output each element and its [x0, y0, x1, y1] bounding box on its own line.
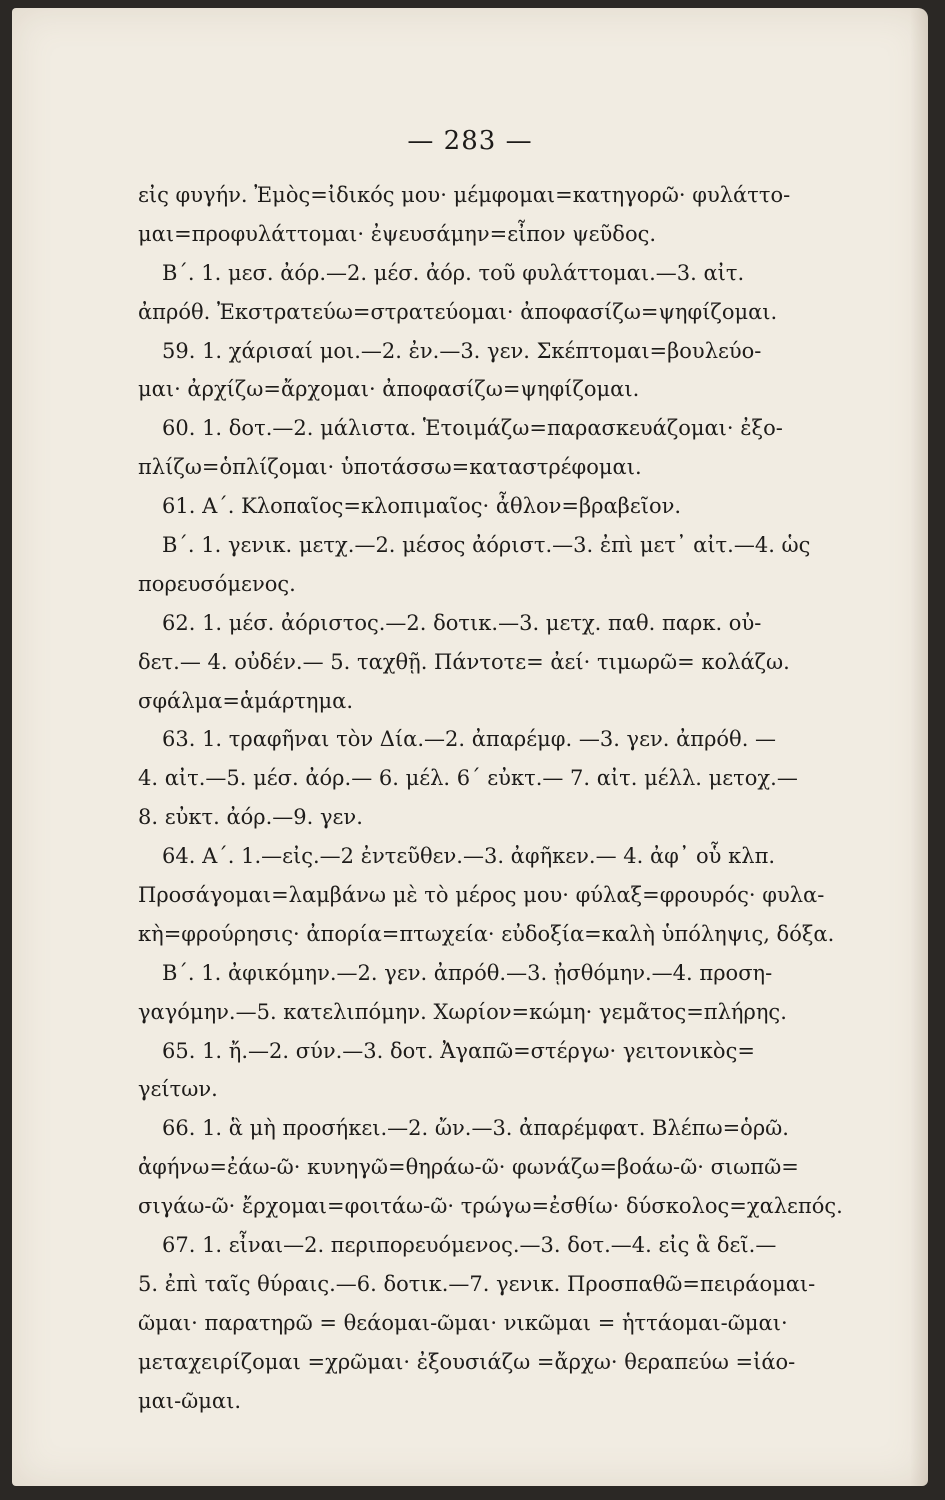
text-line: ἀπρόθ. Ἐκστρατεύω=στρατεύομαι· ἀποφασίζω=ψηφίζομαι.	[138, 299, 778, 324]
text-line: 60. 1. δοτ.—2. μάλιστα. Ἑτοιμάζω=παρασκευάζομαι· ἐξο-	[162, 416, 783, 441]
text-line: γείτων.	[138, 1077, 218, 1102]
text-line: δετ.— 4. οὐδέν.— 5. ταχθῇ. Πάντοτε= ἀεί· τιμωρῶ= κολάζω.	[138, 649, 790, 674]
text-line: γαγόμην.—5. κατελιπόμην. Χωρίον=κώμη· γεμᾶτος=πλήρης.	[138, 999, 787, 1024]
text-line: 5. ἐπὶ ταῖς θύραις.—6. δοτικ.—7. γενικ. Προσπαθῶ=πειράομαι-	[138, 1271, 816, 1296]
page-number: — 283 —	[407, 126, 533, 156]
text-line: ῶμαι· παρατηρῶ = θεάομαι-ῶμαι· νικῶμαι = ἡττάομαι-ῶμαι·	[138, 1310, 788, 1335]
text-line: σφάλμα=ἁμάρτημα.	[138, 688, 354, 713]
text-line: πλίζω=ὁπλίζομαι· ὑποτάσσω=καταστρέφομαι.	[138, 455, 642, 480]
text-line: Β΄. 1. γενικ. μετχ.—2. μέσος ἀόριστ.—3. ἐπὶ μετ᾽ αἰτ.—4. ὡς	[162, 533, 811, 558]
text-line: μεταχειρίζομαι =χρῶμαι· ἐξουσιάζω =ἄρχω· θεραπεύω =ἰάο-	[138, 1349, 796, 1374]
text-line: 61. Α΄. Κλοπαῖος=κλοπιμαῖος· ἆθλον=βραβεῖον.	[162, 494, 682, 519]
text-line: Β΄. 1. μεσ. ἀόρ.—2. μέσ. ἀόρ. τοῦ φυλάττομαι.—3. αἰτ.	[162, 260, 745, 285]
page-body-text	[138, 176, 880, 1421]
text-line: μαι· ἀρχίζω=ἄρχομαι· ἀποφασίζω=ψηφίζομαι.	[138, 377, 640, 402]
text-line: 4. αἰτ.—5. μέσ. ἀόρ.— 6. μέλ. 6΄ εὐκτ.— 7. αἰτ. μέλλ. μετοχ.—	[138, 766, 798, 791]
text-line: Β΄. 1. ἀφικόμην.—2. γεν. ἀπρόθ.—3. ᾐσθόμην.—4. προση-	[162, 960, 773, 985]
text-line: Προσάγομαι=λαμβάνω μὲ τὸ μέρος μου· φύλαξ=φρουρός· φυλα-	[138, 883, 825, 908]
text-line: 8. εὐκτ. ἀόρ.—9. γεν.	[138, 805, 363, 830]
text-line: 64. Α΄. 1.—εἰς.—2 ἐντεῦθεν.—3. ἀφῆκεν.— 4. ἀφ᾽ οὗ κλπ.	[162, 844, 776, 869]
text-line: 67. 1. εἶναι—2. περιπορευόμενος.—3. δοτ.—4. εἰς ἃ δεῖ.—	[162, 1233, 777, 1258]
text-line: κὴ=φρούρησις· ἀπορία=πτωχεία· εὐδοξία=καλὴ ὑπόληψις, δόξα.	[138, 921, 835, 946]
text-line: 66. 1. ἃ μὴ προσήκει.—2. ὤν.—3. ἀπαρέμφατ. Βλέπω=ὁρῶ.	[162, 1116, 789, 1141]
text-line: μαι-ῶμαι.	[138, 1388, 242, 1413]
text-line: πορευσόμενος.	[138, 571, 296, 596]
text-line: 63. 1. τραφῆναι τὸν Δία.—2. ἀπαρέμφ. —3. γεν. ἀπρόθ. —	[162, 727, 777, 752]
text-line: μαι=προφυλάττομαι· ἐψευσάμην=εἶπον ψεῦδος.	[138, 221, 657, 246]
text-line: εἰς φυγήν. Ἐμὸς=ἰδικός μου· μέμφομαι=κατηγορῶ· φυλάττο-	[138, 183, 791, 207]
text-line: ἀφήνω=ἐάω-ῶ· κυνηγῶ=θηράω-ῶ· φωνάζω=βοάω-ῶ· σιωπῶ=	[138, 1155, 799, 1180]
text-line: 65. 1. ἤ.—2. σύν.—3. δοτ. Ἀγαπῶ=στέργω· γειτονικὸς=	[162, 1038, 755, 1063]
text-line: σιγάω-ῶ· ἔρχομαι=φοιτάω-ῶ· τρώγω=ἐσθίω· δύσκολος=χαλεπός.	[138, 1194, 843, 1219]
text-line: 59. 1. χάρισαί μοι.—2. ἐν.—3. γεν. Σκέπτομαι=βουλεύο-	[162, 338, 762, 363]
text-line: 62. 1. μέσ. ἀόριστος.—2. δοτικ.—3. μετχ. παθ. παρκ. οὐ-	[162, 610, 762, 635]
book-page	[12, 8, 928, 1486]
